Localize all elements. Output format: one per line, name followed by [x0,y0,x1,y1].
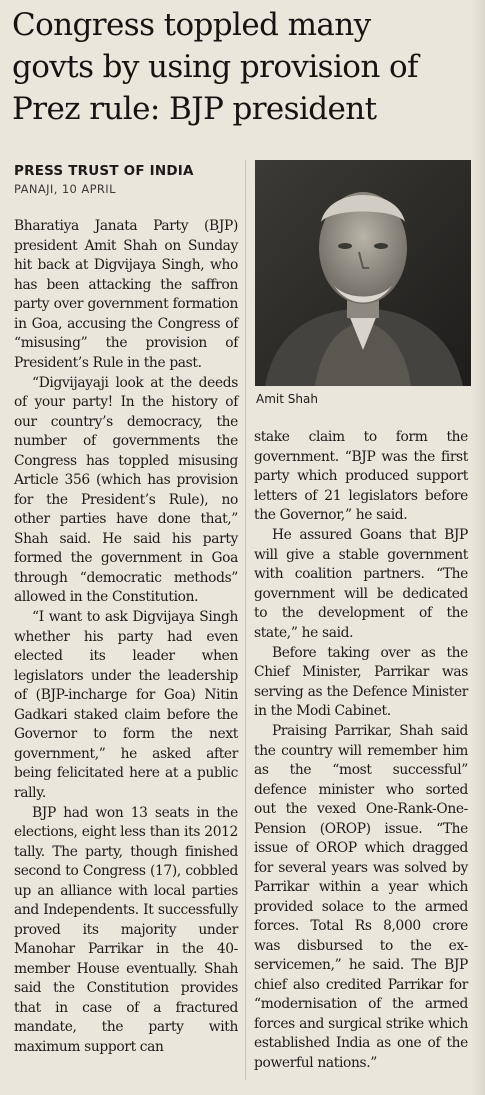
dateline: PANAJI, 10 APRIL [14,182,116,196]
headline-line-2: govts by using provision of [12,49,418,85]
page-edge-shadow [471,0,485,1095]
portrait-figure [255,160,471,386]
article-column-right [254,428,468,1074]
paragraph: stake claim to form the government. “BJP was the first party which produced support letters of 21 legislators before the Governor,” he said. [254,429,468,523]
paragraph: Bharatiya Janata Party (BJP) president Amit Shah on Sunday hit back at Digvijaya Singh, who has been attacking the saffron party over government formation in Goa, accusing the Congress of “misusing” the provision of President’s Rule in the past. [14,218,238,371]
paragraph: “I want to ask Digvijaya Singh whether his party had even elected its leader when legislators under the leadership of (BJP-incharge for Goa) Nitin Gadkari staked claim before the Governor to form the next government,” he asked after being felicitated here at a public rally. [14,609,238,801]
photo-caption: Amit Shah [256,392,318,406]
column-divider [245,160,246,1080]
paragraph: Before taking over as the Chief Minister, Parrikar was serving as the Defence Minister in the Modi Cabinet. [254,644,468,719]
paragraph: BJP had won 13 seats in the elections, eight less than its 2012 tally. The party, though finished second to Congress (17), cobbled up an alliance with local parties and Independents. It successfully proved its majority under Manohar Parrikar in the 40-member House eventually. Shah said the Constitution provides that in case of a fractured mandate, the party with maximum support can [14,804,238,1055]
article-column-left [14,217,238,1058]
headline-line-1: Congress toppled many [12,7,371,43]
paragraph: Praising Parrikar, Shah said the country will remember him as the “most successful” defence minister who sorted out the vexed One-Rank-One-Pension (OROP) issue. “The issue of OROP which dragged for several years was solved by Parrikar within a year which provided solace to the armed forces. Total Rs 8,000 crore was disbursed to the ex-servicemen,” he said. The BJP chief also credited Parrikar for “modernisation of the armed forces and surgical strike which established India as one of the powerful nations.” [254,723,468,1071]
headline-line-3: Prez rule: BJP president [12,91,377,127]
headline [12,4,482,130]
paragraph: “Digvijayaji look at the deeds of your party! In the history of our country’s democracy, the number of governments the Congress has toppled misusing Article 356 (which has provision for the President’s Rule), no other parties have done that,” Shah said. He said his party formed the government in Goa through “democratic methods” allowed in the Constitution. [14,374,238,605]
portrait-photo [255,160,471,386]
byline: PRESS TRUST OF INDIA [14,163,194,179]
paragraph: He assured Goans that BJP will give a stable government with coalition partners. “The government will be dedicated to the development of the state,” he said. [254,527,468,641]
